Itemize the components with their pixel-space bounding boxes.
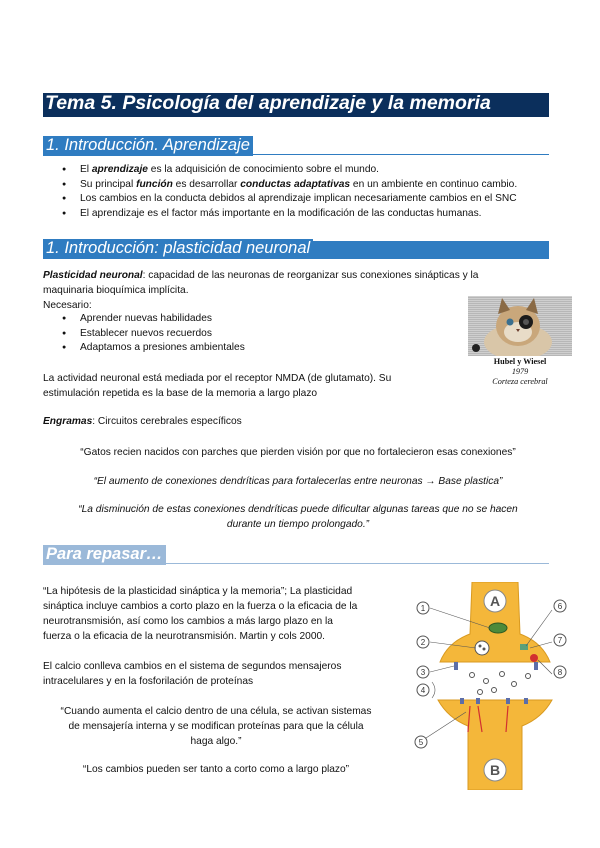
section-heading-label: 1. Introducción. Aprendizaje (43, 136, 253, 156)
diagram-number: 8 (557, 668, 563, 677)
diagram-number: 4 (420, 686, 426, 695)
plasticidad-paragraph: “La hipótesis de la plasticidad sináptica y la memoria”; La plasticidad sináptica incluye cambios a corto plazo en la fuerza o la eficacia de la neurotransmisión, así como los cambios a más largo plazo en la fuerza o la eficacia de la neurotransmisión. Martin y cols 2000. (43, 586, 358, 642)
list-item: ● Aprender nuevas habilidades (62, 312, 362, 327)
quote-disminucion: “La disminución de estas conexiones dendríticas puede dificultar algunas tareas que no se hacen durante un tiempo prolongado.” (78, 504, 518, 530)
necesario-label: Necesario: (43, 300, 92, 311)
list-item: ● Los cambios en la conducta debidos al aprendizaje implican necesariamente cambios en el SNC (62, 192, 562, 207)
list-item: ● Establecer nuevos recuerdos (62, 327, 362, 342)
diagram-number: 2 (420, 638, 426, 647)
section-heading-plasticidad (43, 241, 549, 259)
heading-rule (166, 562, 550, 564)
list-item: ● El aprendizaje es el factor más importante en la modificación de las conductas humanas. (62, 207, 562, 222)
neuron-a-label: A (489, 593, 501, 609)
list-item: ● Adaptamos a presiones ambientales (62, 341, 362, 356)
diagram-number: 6 (557, 602, 563, 611)
section-heading-label: Para repasar… (43, 545, 166, 565)
diagram-number: 3 (420, 668, 426, 677)
section-heading-label: 1. Introducción: plasticidad neuronal (43, 239, 313, 259)
heading-rule (253, 153, 549, 155)
section-heading-repasar (43, 547, 549, 565)
heading-fill (313, 241, 549, 259)
figure-caption: Hubel y Wiesel 1979 Corteza cerebral (492, 357, 548, 386)
quote-gatos: “Gatos recien nacidos con parches que pierden visión por que no fortalecieron esas conexiones” (80, 447, 516, 458)
page-title: Tema 5. Psicología del aprendizaje y la memoria (45, 92, 491, 114)
aprendizaje-list (62, 163, 562, 221)
definition-paragraph: Plasticidad neuronal: capacidad de las neuronas de reorganizar sus conexiones sinápticas y la maquinaria bioquímica implícita. Necesario: (43, 268, 553, 313)
quote-aumento: “El aumento de conexiones dendríticas para fortalecerlas entre neuronas → Base plastica” (93, 476, 503, 487)
list-item: ● El aprendizaje es la adquisición de conocimiento sobre el mundo. (62, 163, 562, 178)
quote-calcio: “Cuando aumenta el calcio dentro de una célula, se activan sistemas de mensajería interna y se modifican proteínas para que la célula haga algo.” (60, 706, 372, 747)
diagram-number: 1 (420, 604, 426, 613)
nmda-paragraph: La actividad neuronal está mediada por el receptor NMDA (de glutamato). Su estimulación repetida es la base de la memoria a largo plazo (43, 373, 392, 399)
list-item: ● Su principal función es desarrollar conductas adaptativas en un ambiente en continuo cambio. (62, 178, 562, 193)
cat-photo (468, 296, 572, 356)
synapse-diagram (410, 582, 575, 790)
diagram-number: 5 (418, 738, 424, 747)
quote-cambios: “Los cambios pueden ser tanto a corto como a largo plazo” (82, 764, 350, 775)
cat-illustration (468, 296, 572, 356)
page-title-bar (43, 93, 549, 117)
engramas-term: Engramas (43, 416, 93, 427)
calcio-paragraph: El calcio conlleva cambios en el sistema de segundos mensajeros intracelulares y en la fosforilación de proteínas (43, 661, 342, 687)
neuron-b-label: B (489, 762, 501, 778)
section-heading-aprendizaje (43, 138, 549, 156)
synapse-illustration (410, 582, 575, 790)
engramas-paragraph: Engramas: Circuitos cerebrales específicos (43, 416, 242, 427)
necesario-list (62, 312, 362, 356)
definition-term: Plasticidad neuronal (43, 270, 143, 281)
diagram-number: 7 (557, 636, 563, 645)
